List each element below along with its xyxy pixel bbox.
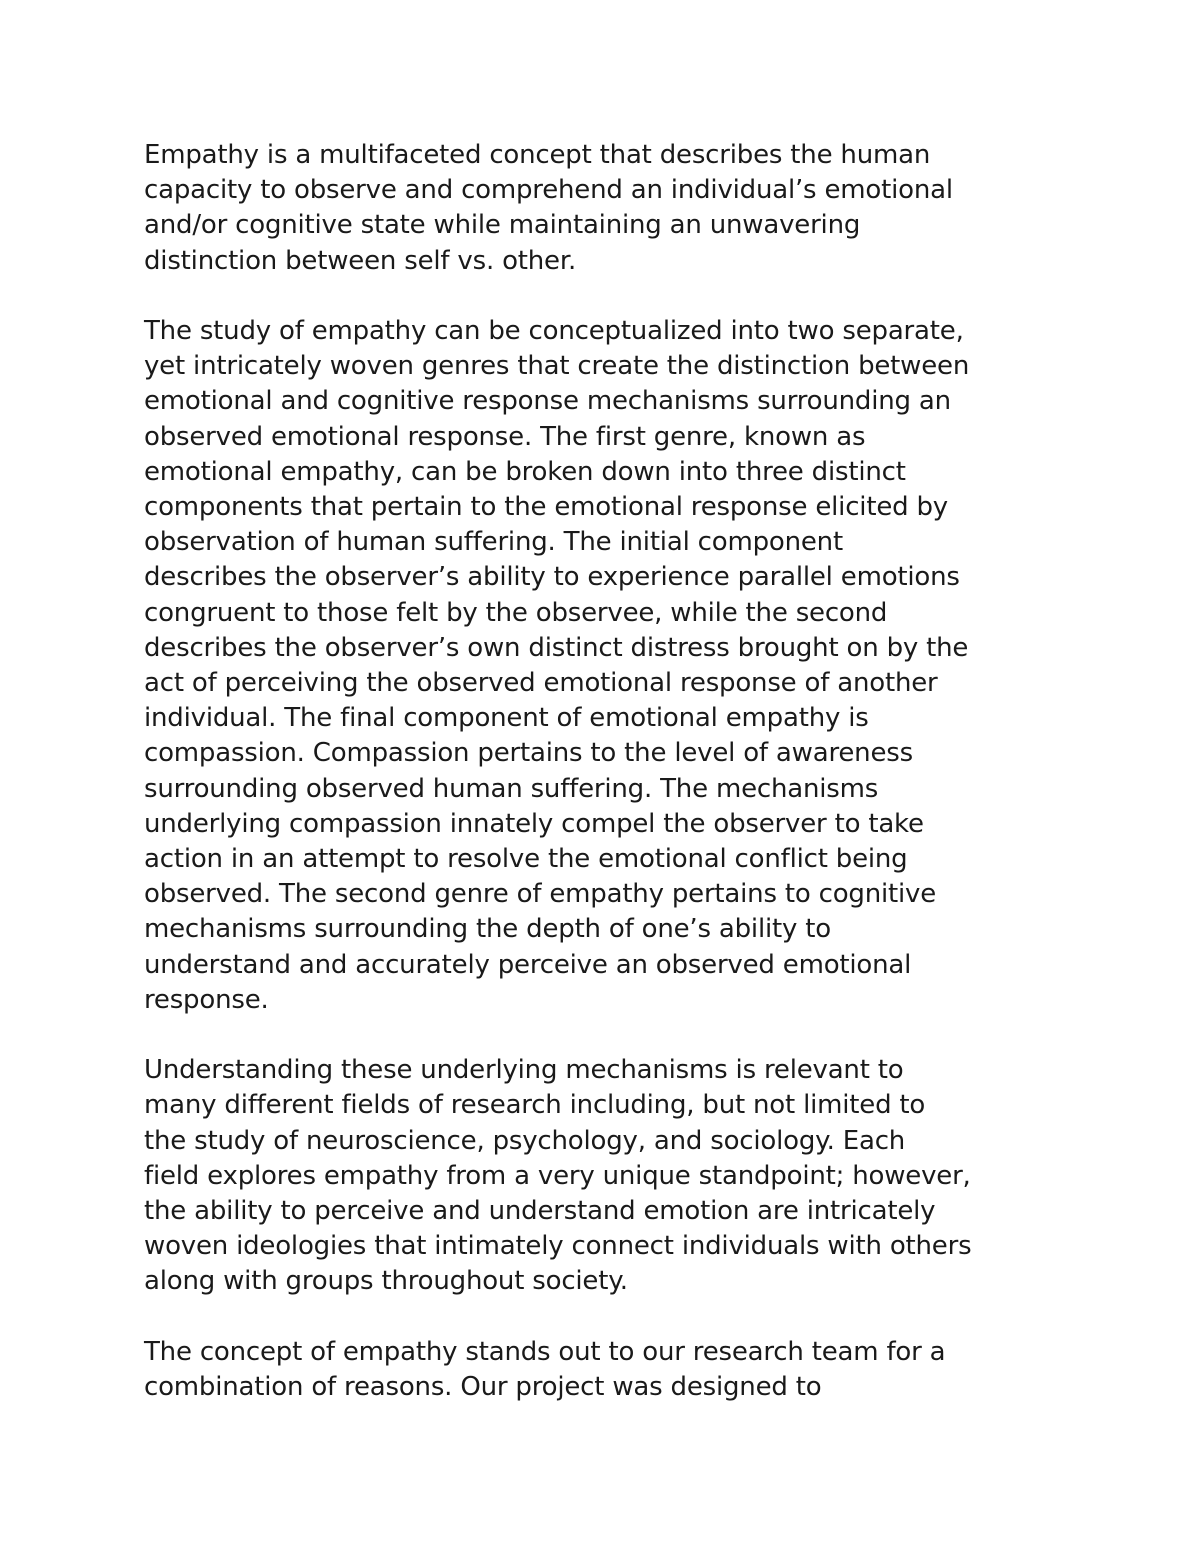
text-line: compassion. Compassion pertains to the level of awareness: [144, 738, 913, 769]
text-line: describes the observer’s own distinct distress brought on by the: [144, 632, 969, 663]
text-line: emotional empathy, can be broken down into three distinct: [144, 456, 906, 487]
text-line: capacity to observe and comprehend an individual’s emotional: [144, 175, 953, 206]
text-line: The study of empathy can be conceptualized into two separate,: [144, 316, 964, 346]
text-line: many different fields of research including, but not limited to: [144, 1090, 926, 1121]
text-line: mechanisms surrounding the depth of one’s ability to: [144, 914, 831, 945]
text-line: Empathy is a multifaceted concept that describes the human: [144, 140, 931, 170]
text-line: understand and accurately perceive an observed emotional: [144, 949, 912, 980]
text-line: observation of human suffering. The initial component: [144, 527, 843, 558]
text-line: combination of reasons. Our project was designed to: [144, 1372, 822, 1403]
text-line: congruent to those felt by the observee, while the second: [144, 597, 888, 628]
text-line: along with groups throughout society.: [144, 1266, 628, 1297]
paragraph-research-relevance: [144, 1053, 1084, 1299]
paragraph-research-team: [144, 1335, 1084, 1405]
text-line: surrounding observed human suffering. The mechanisms: [144, 773, 879, 804]
text-line: observed emotional response. The first genre, known as: [144, 421, 866, 452]
text-line: individual. The final component of emotional empathy is: [144, 703, 869, 734]
paragraph-empathy-genres: [144, 314, 1084, 1018]
text-line: emotional and cognitive response mechanisms surrounding an: [144, 386, 951, 417]
text-line: and/or cognitive state while maintaining an unwavering: [144, 210, 861, 241]
text-line: act of perceiving the observed emotional response of another: [144, 668, 938, 699]
text-line: field explores empathy from a very unique standpoint; however,: [144, 1160, 971, 1191]
text-line: response.: [144, 984, 269, 1015]
paragraph-empathy-definition: [144, 138, 1084, 279]
text-line: woven ideologies that intimately connect individuals with others: [144, 1231, 972, 1262]
text-line: the ability to perceive and understand emotion are intricately: [144, 1196, 936, 1227]
text-line: observed. The second genre of empathy pertains to cognitive: [144, 879, 937, 910]
text-line: action in an attempt to resolve the emotional conflict being: [144, 844, 908, 875]
text-line: Understanding these underlying mechanisms is relevant to: [144, 1055, 904, 1086]
text-line: the study of neuroscience, psychology, and sociology. Each: [144, 1125, 906, 1156]
text-line: distinction between self vs. other.: [144, 245, 577, 276]
text-line: yet intricately woven genres that create the distinction between: [144, 351, 970, 382]
text-line: describes the observer’s ability to experience parallel emotions: [144, 562, 960, 593]
document-body: [144, 138, 1084, 1440]
text-line: underlying compassion innately compel the observer to take: [144, 808, 924, 839]
text-line: components that pertain to the emotional response elicited by: [144, 492, 948, 523]
text-line: The concept of empathy stands out to our research team for a: [144, 1336, 946, 1367]
